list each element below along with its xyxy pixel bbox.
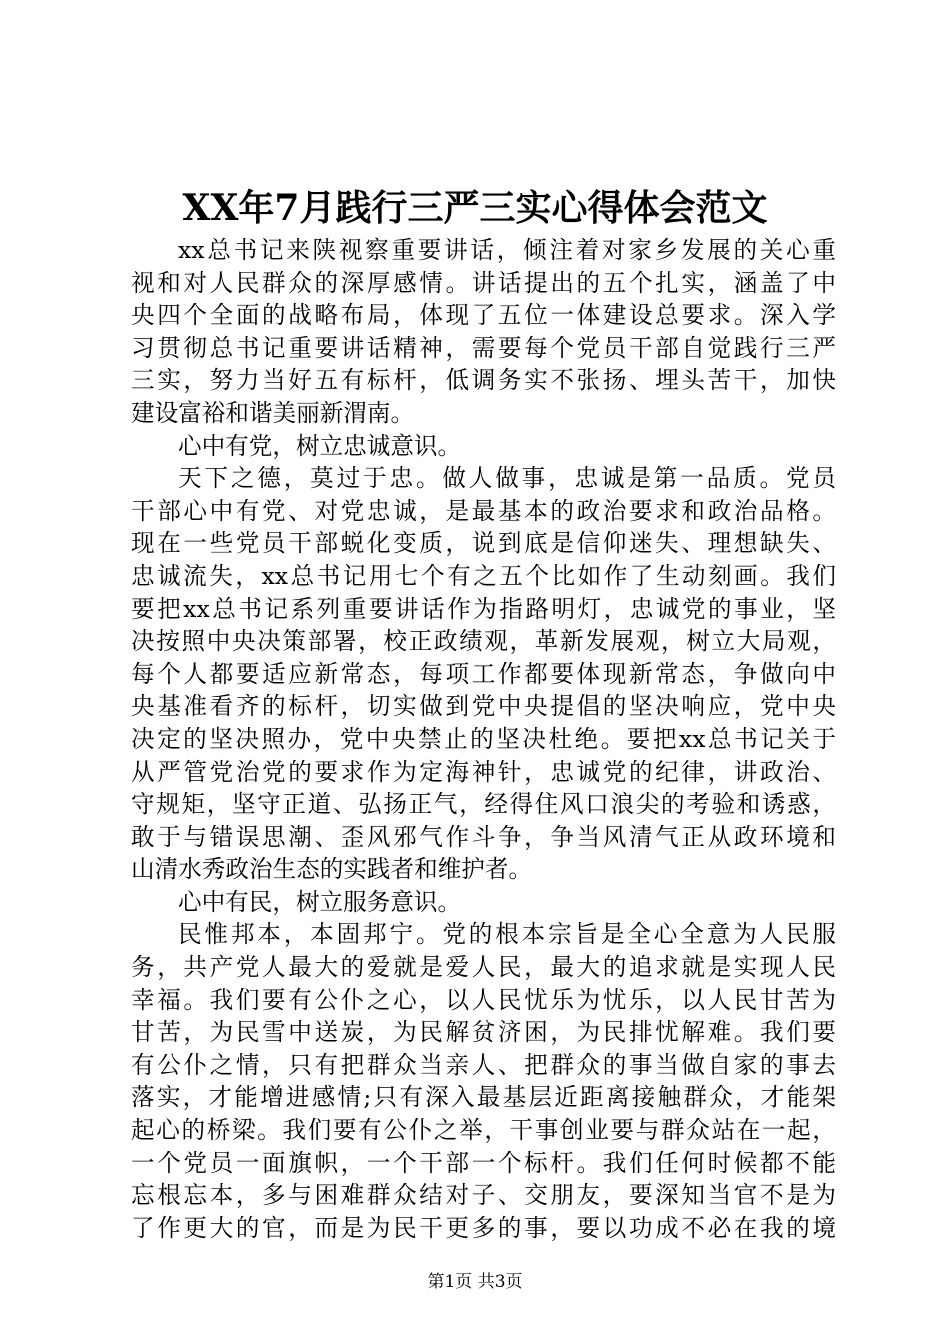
text-line: 有公仆之情，只有把群众当亲人、把群众的事当做自家的事去 xyxy=(131,1050,836,1079)
text-line: 决按照中央决策部署，校正政绩观，革新发展观，树立大局观， xyxy=(131,627,836,656)
text-line: 山清水秀政治生态的实践者和维护者。 xyxy=(131,855,533,884)
text-line: 心中有民，树立服务意识。 xyxy=(178,887,462,916)
text-line: 现在一些党员干部蜕化变质，说到底是信仰迷失、理想缺失、 xyxy=(131,529,836,558)
text-line: 敢于与错误思潮、歪风邪气作斗争，争当风清气正从政环境和 xyxy=(131,822,836,851)
text-line: 落实，才能增进感情;只有深入最基层近距离接触群众，才能架 xyxy=(131,1083,836,1112)
text-line: 民惟邦本，本固邦宁。党的根本宗旨是全心全意为人民服 xyxy=(178,920,836,949)
text-line: 一个党员一面旗帜，一个干部一个标杆。我们任何时候都不能 xyxy=(131,1148,836,1177)
text-line: 从严管党治党的要求作为定海神针，忠诚党的纪律，讲政治、 xyxy=(131,757,836,786)
text-line: 视和对人民群众的深厚感情。讲话提出的五个扎实，涵盖了中 xyxy=(131,268,836,297)
text-line: xx总书记来陕视察重要讲话，倾注着对家乡发展的关心重 xyxy=(178,236,836,264)
text-line: 忠诚流失，xx总书记用七个有之五个比如作了生动刻画。我们 xyxy=(131,561,836,590)
text-line: 了作更大的官，而是为民干更多的事，要以功成不必在我的境 xyxy=(131,1213,836,1242)
text-line: 要把xx总书记系列重要讲话作为指路明灯，忠诚党的事业，坚 xyxy=(131,594,836,623)
text-line: 心中有党，树立忠诚意识。 xyxy=(178,431,462,460)
document-body xyxy=(131,234,836,1244)
text-line: 甘苦，为民雪中送炭，为民解贫济困，为民排忧解难。我们要 xyxy=(131,1018,836,1047)
text-line: 起心的桥梁。我们要有公仆之举，干事创业要与群众站在一起， xyxy=(131,1116,836,1145)
text-line: 干部心中有党、对党忠诚，是最基本的政治要求和政治品格。 xyxy=(131,496,836,525)
text-line: 每个人都要适应新常态，每项工作都要体现新常态，争做向中 xyxy=(131,659,836,688)
text-line: 央四个全面的战略布局，体现了五位一体建设总要求。深入学 xyxy=(131,301,836,330)
text-line: 务，共产党人最大的爱就是爱人民，最大的追求就是实现人民 xyxy=(131,953,836,982)
text-line: 决定的坚决照办，党中央禁止的坚决杜绝。要把xx总书记关于 xyxy=(131,724,836,753)
text-line: 央基准看齐的标杆，切实做到党中央提倡的坚决响应，党中央 xyxy=(131,692,836,721)
text-line: 建设富裕和谐美丽新渭南。 xyxy=(131,398,415,427)
text-line: 习贯彻总书记重要讲话精神，需要每个党员干部自觉践行三严 xyxy=(131,333,836,362)
page-footer: 第1页 共3页 xyxy=(427,1272,523,1292)
text-line: 守规矩，坚守正道、弘扬正气，经得住风口浪尖的考验和诱惑， xyxy=(131,790,836,819)
document-title: XX年7月践行三严三实心得体会范文 xyxy=(182,187,768,229)
text-line: 忘根忘本，多与困难群众结对子、交朋友，要深知当官不是为 xyxy=(131,1181,836,1210)
text-line: 天下之德，莫过于忠。做人做事，忠诚是第一品质。党员 xyxy=(178,464,836,493)
text-line: 幸福。我们要有公仆之心，以人民忧乐为忧乐，以人民甘苦为 xyxy=(131,985,836,1014)
text-line: 三实，努力当好五有标杆，低调务实不张扬、埋头苦干，加快 xyxy=(131,366,836,395)
